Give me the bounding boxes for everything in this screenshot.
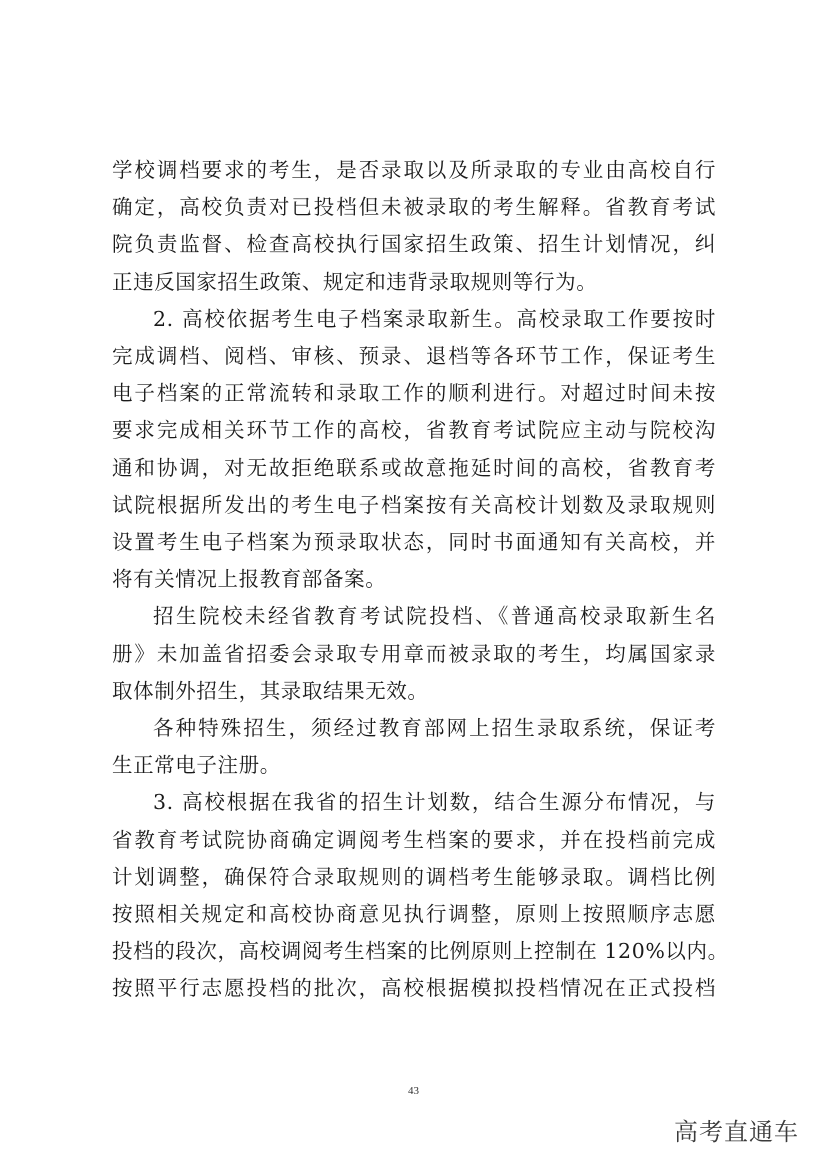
- text-line: 将有关情况上报教育部备案。: [112, 567, 387, 592]
- text-line: 正违反国家招生政策、规定和违背录取规则等行为。: [112, 269, 598, 294]
- text-line: 院负责监督、检查高校执行国家招生政策、招生计划情况，纠: [112, 232, 716, 257]
- page-number: 43: [408, 1085, 419, 1097]
- text-line: 通和协调，对无故拒绝联系或故意拖延时间的高校，省教育考: [112, 455, 716, 480]
- text-line: 生正常电子注册。: [112, 753, 281, 778]
- text-line: 取体制外招生，其录取结果无效。: [112, 678, 429, 703]
- text-line: 册》未加盖省招委会录取专用章而被录取的考生，均属国家录: [112, 641, 716, 666]
- text-line: 2. 高校依据考生电子档案录取新生。高校录取工作要按时: [153, 306, 716, 331]
- text-line: 按照平行志愿投档的批次，高校根据模拟投档情况在正式投档: [112, 976, 716, 1001]
- text-line: 学校调档要求的考生，是否录取以及所录取的专业由高校自行: [112, 158, 716, 182]
- text-line: 电子档案的正常流转和录取工作的顺利进行。对超过时间未按: [112, 381, 716, 406]
- paragraph-p3: [112, 598, 716, 710]
- text-line: 3. 高校根据在我省的招生计划数，结合生源分布情况，与: [153, 790, 716, 815]
- text-line: 投档的段次，高校调阅考生档案的比例原则上控制在 120%以内。: [112, 939, 729, 964]
- paragraph-p1: [112, 152, 716, 301]
- text-line: 各种特殊招生，须经过教育部网上招生录取系统，保证考: [153, 716, 716, 741]
- text-line: 计划调整，确保符合录取规则的调档考生能够录取。调档比例: [112, 864, 716, 889]
- text-line: 试院根据所发出的考生电子档案按有关高校计划数及录取规则: [112, 492, 716, 517]
- watermark-logo: 高考直通车: [674, 1118, 799, 1146]
- text-line: 招生院校未经省教育考试院投档、《普通高校录取新生名: [153, 604, 716, 629]
- text-line: 确定，高校负责对已投档但未被录取的考生解释。省教育考试: [112, 195, 716, 220]
- document-body: [112, 152, 729, 1008]
- text-line: 要求完成相关环节工作的高校，省教育考试院应主动与院校沟: [112, 418, 716, 443]
- text-line: 完成调档、阅档、审核、预录、退档等各环节工作，保证考生: [112, 344, 716, 369]
- paragraph-p2: [112, 301, 716, 599]
- paragraph-p4: [112, 710, 716, 784]
- text-line: 按照相关规定和高校协商意见执行调整，原则上按照顺序志愿: [112, 902, 716, 927]
- text-line: 省教育考试院协商确定调阅考生档案的要求，并在投档前完成: [112, 827, 716, 852]
- paragraph-p5: [112, 784, 729, 1007]
- text-line: 设置考生电子档案为预录取状态，同时书面通知有关高校，并: [112, 530, 716, 555]
